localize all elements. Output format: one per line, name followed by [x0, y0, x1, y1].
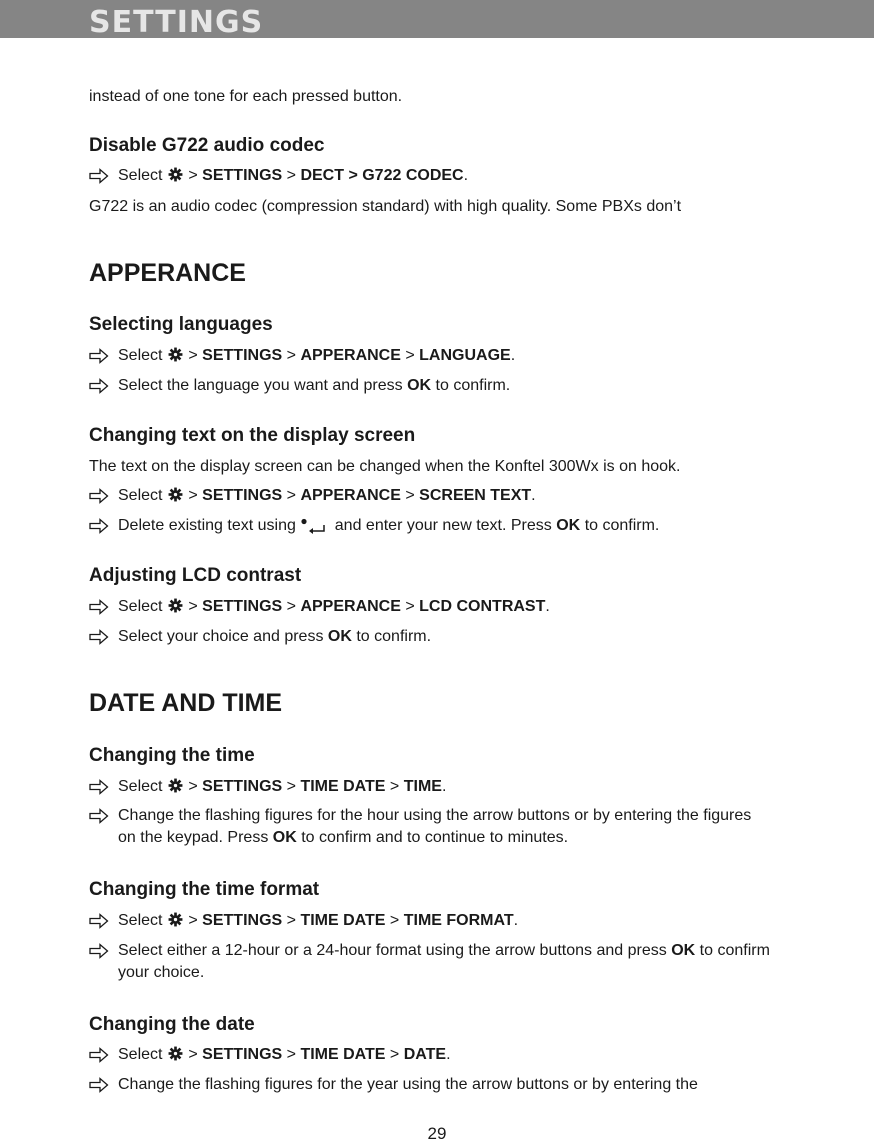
time-format-step-1: Select > SETTINGS > TIME DATE > TIME FORMAT. — [89, 910, 789, 932]
arrow-icon — [89, 1047, 109, 1063]
g722-description: G722 is an audio codec (compression standard) with high quality. Some PBXs don’t — [89, 198, 682, 215]
arrow-icon — [89, 378, 109, 394]
gear-icon — [168, 487, 183, 502]
gear-icon — [168, 167, 183, 182]
g722-step-1: Select > SETTINGS > DECT > G722 CODEC. — [89, 165, 789, 187]
arrow-icon — [89, 488, 109, 504]
gear-icon — [168, 778, 183, 793]
delete-key-icon — [300, 518, 330, 534]
gear-icon — [168, 347, 183, 362]
arrow-icon — [89, 168, 109, 184]
contrast-step-2: Select your choice and press OK to confirm. — [89, 626, 789, 648]
languages-title: Selecting languages — [89, 314, 273, 335]
arrow-icon — [89, 348, 109, 364]
time-step-2: Change the flashing figures for the hour using the arrow buttons or by entering the figures on the keypad. Press OK to confirm and to continue to minutes. — [89, 805, 759, 849]
date-step-2: Change the flashing figures for the year using the arrow buttons or by entering the — [89, 1074, 789, 1096]
time-format-step-2: Select either a 12-hour or a 24-hour format using the arrow buttons and press OK to confirm your choice. — [89, 940, 789, 984]
display-text-description: The text on the display screen can be changed when the Konftel 300Wx is on hook. — [89, 458, 681, 475]
display-text-title: Changing text on the display screen — [89, 425, 416, 446]
arrow-icon — [89, 518, 109, 534]
page-number: 29 — [427, 1124, 447, 1143]
arrow-icon — [89, 779, 109, 795]
time-format-title: Changing the time format — [89, 879, 320, 900]
arrow-icon — [89, 943, 109, 959]
time-step-1: Select > SETTINGS > TIME DATE > TIME. — [89, 776, 789, 798]
gear-icon — [168, 912, 183, 927]
page-title: SETTINGS — [89, 5, 264, 40]
gear-icon — [168, 598, 183, 613]
display-text-step-2: Delete existing text using and enter your new text. Press OK to confirm. — [89, 515, 789, 537]
contrast-step-1: Select > SETTINGS > APPERANCE > LCD CONTRAST. — [89, 596, 789, 618]
arrow-icon — [89, 808, 109, 824]
header-bar — [0, 0, 874, 38]
languages-step-2: Select the language you want and press OK to confirm. — [89, 375, 789, 397]
g722-title: Disable G722 audio codec — [89, 135, 325, 156]
languages-step-1: Select > SETTINGS > APPERANCE > LANGUAGE. — [89, 345, 789, 367]
contrast-title: Adjusting LCD contrast — [89, 565, 302, 586]
time-title: Changing the time — [89, 745, 255, 766]
arrow-icon — [89, 1077, 109, 1093]
gear-icon — [168, 1046, 183, 1061]
date-title: Changing the date — [89, 1014, 255, 1035]
display-text-step-1: Select > SETTINGS > APPERANCE > SCREEN TEXT. — [89, 485, 789, 507]
arrow-icon — [89, 629, 109, 645]
arrow-icon — [89, 913, 109, 929]
date-step-1: Select > SETTINGS > TIME DATE > DATE. — [89, 1044, 789, 1066]
arrow-icon — [89, 599, 109, 615]
appearance-heading: APPERANCE — [89, 259, 246, 287]
intro-text: instead of one tone for each pressed button. — [89, 88, 403, 105]
datetime-heading: DATE AND TIME — [89, 689, 283, 717]
